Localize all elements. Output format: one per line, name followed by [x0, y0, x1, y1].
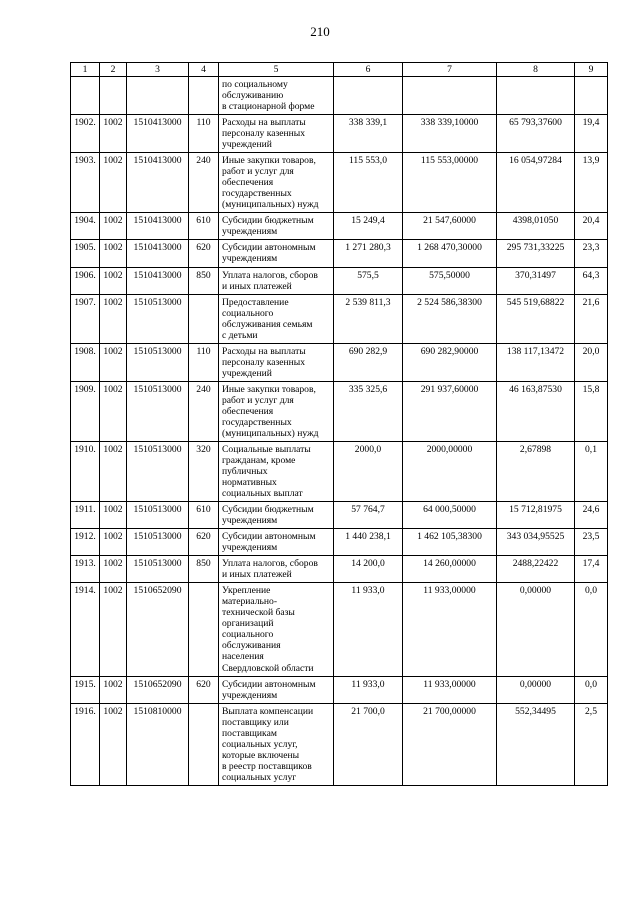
percent-cell: 0,0 — [575, 583, 608, 676]
name-cell: Субсидии автономным учреждениям — [219, 676, 334, 703]
expense-type-cell: 610 — [189, 502, 219, 529]
table-row — [71, 240, 608, 267]
table-row — [71, 267, 608, 294]
table-row — [71, 153, 608, 213]
section-cell: 1002 — [100, 294, 127, 343]
column-header: 6 — [334, 63, 403, 77]
name-cell: Субсидии бюджетным учреждениям — [219, 502, 334, 529]
percent-cell: 0,0 — [575, 676, 608, 703]
table-row — [71, 703, 608, 785]
section-cell: 1002 — [100, 153, 127, 213]
amount-col6-cell: 11 933,0 — [334, 676, 403, 703]
row-number-cell: 1916. — [71, 703, 100, 785]
amount-col7-cell: 1 462 105,38300 — [403, 529, 497, 556]
percent-cell: 23,3 — [575, 240, 608, 267]
amount-col6-cell: 115 553,0 — [334, 153, 403, 213]
target-code-cell — [127, 77, 189, 115]
amount-col6-cell: 335 325,6 — [334, 381, 403, 441]
amount-col7-cell: 690 282,90000 — [403, 343, 497, 381]
name-cell: Иные закупки товаров, работ и услуг для обеспечения государственных (муниципальных) нужд — [219, 153, 334, 213]
row-number-cell: 1910. — [71, 441, 100, 501]
section-cell — [100, 77, 127, 115]
column-header: 2 — [100, 63, 127, 77]
row-number-cell: 1914. — [71, 583, 100, 676]
section-cell: 1002 — [100, 583, 127, 676]
row-number-cell — [71, 77, 100, 115]
column-header: 4 — [189, 63, 219, 77]
target-code-cell: 1510513000 — [127, 441, 189, 501]
amount-col8-cell: 2488,22422 — [497, 556, 575, 583]
column-header: 5 — [219, 63, 334, 77]
target-code-cell: 1510513000 — [127, 502, 189, 529]
amount-col6-cell: 1 440 238,1 — [334, 529, 403, 556]
amount-col8-cell: 343 034,95525 — [497, 529, 575, 556]
expense-type-cell — [189, 703, 219, 785]
row-number-cell: 1905. — [71, 240, 100, 267]
expense-type-cell: 240 — [189, 153, 219, 213]
table-row — [71, 115, 608, 153]
amount-col7-cell: 2000,00000 — [403, 441, 497, 501]
row-number-cell: 1908. — [71, 343, 100, 381]
amount-col7-cell: 575,50000 — [403, 267, 497, 294]
amount-col8-cell: 545 519,68822 — [497, 294, 575, 343]
percent-cell: 15,8 — [575, 381, 608, 441]
percent-cell: 24,6 — [575, 502, 608, 529]
amount-col7-cell: 64 000,50000 — [403, 502, 497, 529]
amount-col6-cell: 14 200,0 — [334, 556, 403, 583]
row-number-cell: 1906. — [71, 267, 100, 294]
table-row — [71, 294, 608, 343]
amount-col8-cell: 65 793,37600 — [497, 115, 575, 153]
percent-cell: 21,6 — [575, 294, 608, 343]
percent-cell: 20,0 — [575, 343, 608, 381]
amount-col7-cell — [403, 77, 497, 115]
row-number-cell: 1904. — [71, 213, 100, 240]
row-number-cell: 1912. — [71, 529, 100, 556]
column-header: 8 — [497, 63, 575, 77]
target-code-cell: 1510413000 — [127, 267, 189, 294]
budget-table — [70, 62, 608, 786]
percent-cell: 23,5 — [575, 529, 608, 556]
target-code-cell: 1510810000 — [127, 703, 189, 785]
amount-col8-cell: 46 163,87530 — [497, 381, 575, 441]
table-row — [71, 556, 608, 583]
target-code-cell: 1510413000 — [127, 153, 189, 213]
amount-col6-cell: 1 271 280,3 — [334, 240, 403, 267]
row-number-cell: 1907. — [71, 294, 100, 343]
amount-col6-cell: 690 282,9 — [334, 343, 403, 381]
row-number-cell: 1903. — [71, 153, 100, 213]
target-code-cell: 1510652090 — [127, 676, 189, 703]
section-cell: 1002 — [100, 240, 127, 267]
section-cell: 1002 — [100, 676, 127, 703]
table-row — [71, 529, 608, 556]
name-cell: Субсидии бюджетным учреждениям — [219, 213, 334, 240]
table-row — [71, 441, 608, 501]
name-cell: по социальному обслуживанию в стационарной форме — [219, 77, 334, 115]
target-code-cell: 1510513000 — [127, 294, 189, 343]
column-header: 1 — [71, 63, 100, 77]
amount-col7-cell: 21 700,00000 — [403, 703, 497, 785]
row-number-cell: 1902. — [71, 115, 100, 153]
name-cell: Уплата налогов, сборов и иных платежей — [219, 556, 334, 583]
expense-type-cell: 240 — [189, 381, 219, 441]
expense-type-cell — [189, 294, 219, 343]
expense-type-cell: 620 — [189, 529, 219, 556]
amount-col7-cell: 338 339,10000 — [403, 115, 497, 153]
section-cell: 1002 — [100, 115, 127, 153]
table-row — [71, 502, 608, 529]
amount-col6-cell: 15 249,4 — [334, 213, 403, 240]
target-code-cell: 1510513000 — [127, 556, 189, 583]
percent-cell: 20,4 — [575, 213, 608, 240]
amount-col8-cell: 370,31497 — [497, 267, 575, 294]
section-cell: 1002 — [100, 381, 127, 441]
amount-col6-cell — [334, 77, 403, 115]
amount-col7-cell: 291 937,60000 — [403, 381, 497, 441]
amount-col6-cell: 21 700,0 — [334, 703, 403, 785]
target-code-cell: 1510513000 — [127, 381, 189, 441]
table-row — [71, 381, 608, 441]
amount-col8-cell: 552,34495 — [497, 703, 575, 785]
name-cell: Выплата компенсации поставщику или поставщикам социальных услуг, которые включены в реестр поставщиков социальных услуг — [219, 703, 334, 785]
amount-col7-cell: 14 260,00000 — [403, 556, 497, 583]
amount-col7-cell: 11 933,00000 — [403, 676, 497, 703]
percent-cell: 2,5 — [575, 703, 608, 785]
amount-col6-cell: 575,5 — [334, 267, 403, 294]
section-cell: 1002 — [100, 343, 127, 381]
expense-type-cell: 110 — [189, 115, 219, 153]
amount-col6-cell: 338 339,1 — [334, 115, 403, 153]
section-cell: 1002 — [100, 441, 127, 501]
expense-type-cell — [189, 583, 219, 676]
percent-cell: 64,3 — [575, 267, 608, 294]
percent-cell: 0,1 — [575, 441, 608, 501]
column-header: 7 — [403, 63, 497, 77]
table-row — [71, 343, 608, 381]
expense-type-cell: 610 — [189, 213, 219, 240]
row-number-cell: 1915. — [71, 676, 100, 703]
name-cell: Расходы на выплаты персоналу казенных учреждений — [219, 115, 334, 153]
name-cell: Уплата налогов, сборов и иных платежей — [219, 267, 334, 294]
expense-type-cell: 620 — [189, 676, 219, 703]
table-row — [71, 676, 608, 703]
expense-type-cell: 850 — [189, 556, 219, 583]
target-code-cell: 1510413000 — [127, 240, 189, 267]
amount-col7-cell: 21 547,60000 — [403, 213, 497, 240]
amount-col6-cell: 2000,0 — [334, 441, 403, 501]
column-header: 9 — [575, 63, 608, 77]
amount-col8-cell: 4398,01050 — [497, 213, 575, 240]
expense-type-cell: 620 — [189, 240, 219, 267]
name-cell: Субсидии автономным учреждениям — [219, 529, 334, 556]
target-code-cell: 1510513000 — [127, 529, 189, 556]
amount-col6-cell: 57 764,7 — [334, 502, 403, 529]
row-number-cell: 1909. — [71, 381, 100, 441]
expense-type-cell: 850 — [189, 267, 219, 294]
section-cell: 1002 — [100, 502, 127, 529]
column-header: 3 — [127, 63, 189, 77]
percent-cell: 13,9 — [575, 153, 608, 213]
amount-col8-cell: 2,67898 — [497, 441, 575, 501]
name-cell: Иные закупки товаров, работ и услуг для обеспечения государственных (муниципальных) нужд — [219, 381, 334, 441]
amount-col6-cell: 2 539 811,3 — [334, 294, 403, 343]
name-cell: Социальные выплаты гражданам, кроме публичных нормативных социальных выплат — [219, 441, 334, 501]
amount-col6-cell: 11 933,0 — [334, 583, 403, 676]
target-code-cell: 1510413000 — [127, 115, 189, 153]
section-cell: 1002 — [100, 213, 127, 240]
amount-col7-cell: 1 268 470,30000 — [403, 240, 497, 267]
target-code-cell: 1510652090 — [127, 583, 189, 676]
percent-cell — [575, 77, 608, 115]
amount-col8-cell: 15 712,81975 — [497, 502, 575, 529]
amount-col8-cell: 295 731,33225 — [497, 240, 575, 267]
percent-cell: 19,4 — [575, 115, 608, 153]
section-cell: 1002 — [100, 703, 127, 785]
target-code-cell: 1510513000 — [127, 343, 189, 381]
amount-col8-cell: 16 054,97284 — [497, 153, 575, 213]
section-cell: 1002 — [100, 529, 127, 556]
row-number-cell: 1913. — [71, 556, 100, 583]
name-cell: Субсидии автономным учреждениям — [219, 240, 334, 267]
name-cell: Расходы на выплаты персоналу казенных учреждений — [219, 343, 334, 381]
amount-col7-cell: 2 524 586,38300 — [403, 294, 497, 343]
amount-col8-cell: 0,00000 — [497, 583, 575, 676]
section-cell: 1002 — [100, 267, 127, 294]
percent-cell: 17,4 — [575, 556, 608, 583]
amount-col8-cell — [497, 77, 575, 115]
continuation-row — [71, 77, 608, 115]
amount-col7-cell: 11 933,00000 — [403, 583, 497, 676]
header-row — [71, 63, 608, 77]
row-number-cell: 1911. — [71, 502, 100, 529]
amount-col8-cell: 138 117,13472 — [497, 343, 575, 381]
page-number: 210 — [310, 24, 330, 39]
section-cell: 1002 — [100, 556, 127, 583]
target-code-cell: 1510413000 — [127, 213, 189, 240]
table-row — [71, 213, 608, 240]
expense-type-cell: 320 — [189, 441, 219, 501]
name-cell: Предоставление социального обслуживания семьям с детьми — [219, 294, 334, 343]
expense-type-cell — [189, 77, 219, 115]
table-row — [71, 583, 608, 676]
expense-type-cell: 110 — [189, 343, 219, 381]
name-cell: Укрепление материально- технической базы организаций социального обслуживания населения Свердловской области — [219, 583, 334, 676]
amount-col8-cell: 0,00000 — [497, 676, 575, 703]
amount-col7-cell: 115 553,00000 — [403, 153, 497, 213]
